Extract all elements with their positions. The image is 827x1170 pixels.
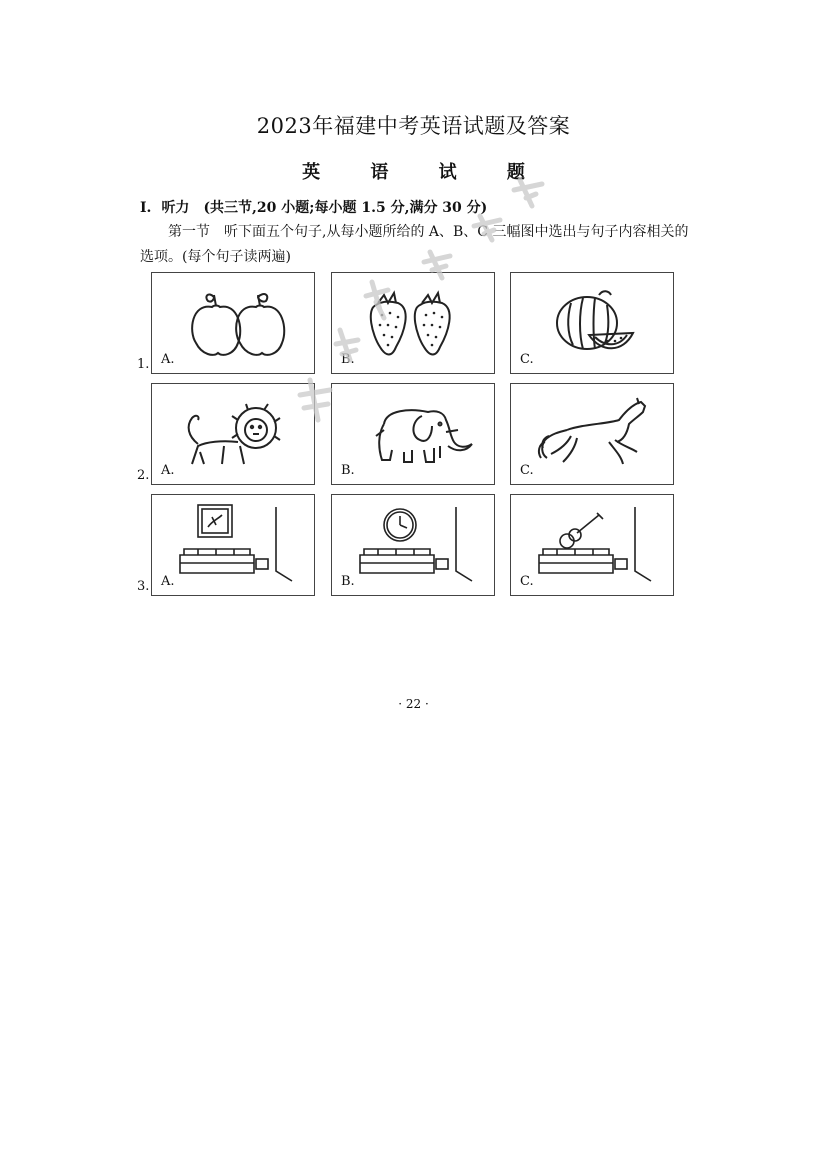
option-box[interactable] (331, 383, 495, 485)
section-heading (140, 197, 487, 217)
section-name: 听力 (161, 200, 190, 216)
instruction-text: 第一节 听下面五个句子,从每小题所给的 A、B、C 三幅图中选出与句子内容相关的选项。(每个句子读两遍) (140, 224, 689, 265)
option-label: A. (161, 574, 175, 589)
option-label: B. (341, 463, 355, 478)
option-label: C. (520, 463, 534, 478)
lion-icon (152, 384, 316, 486)
option-label: A. (161, 463, 175, 478)
question-number: 1. (137, 357, 150, 372)
document-title: 2023年福建中考英语试题及答案 (256, 114, 571, 138)
option-box[interactable] (510, 494, 674, 596)
section-number: I. (140, 200, 152, 216)
watermelon-icon (511, 273, 675, 375)
option-label: C. (520, 352, 534, 367)
horse-icon (511, 384, 675, 486)
option-box[interactable] (151, 272, 315, 374)
option-box[interactable] (510, 383, 674, 485)
strawberries-icon (332, 273, 496, 375)
exam-subtitle: 英 语 试 题 (302, 162, 547, 183)
option-box[interactable] (151, 494, 315, 596)
sofa-with-clock-icon (332, 495, 496, 597)
option-box[interactable] (331, 494, 495, 596)
option-box[interactable] (510, 272, 674, 374)
option-label: B. (341, 574, 355, 589)
sofa-with-painting-icon (152, 495, 316, 597)
question-number: 3. (137, 579, 150, 594)
option-box[interactable] (331, 272, 495, 374)
elephant-icon (332, 384, 496, 486)
page-number: · 22 · (398, 697, 429, 711)
option-label: C. (520, 574, 534, 589)
sofa-with-guitar-icon (511, 495, 675, 597)
option-box[interactable] (151, 383, 315, 485)
question-number: 2. (137, 468, 150, 483)
section-meta: (共三节,20 小题;每小题 1.5 分,满分 30 分) (203, 200, 488, 216)
apples-icon (152, 273, 316, 375)
option-label: A. (161, 352, 175, 367)
option-label: B. (341, 352, 355, 367)
